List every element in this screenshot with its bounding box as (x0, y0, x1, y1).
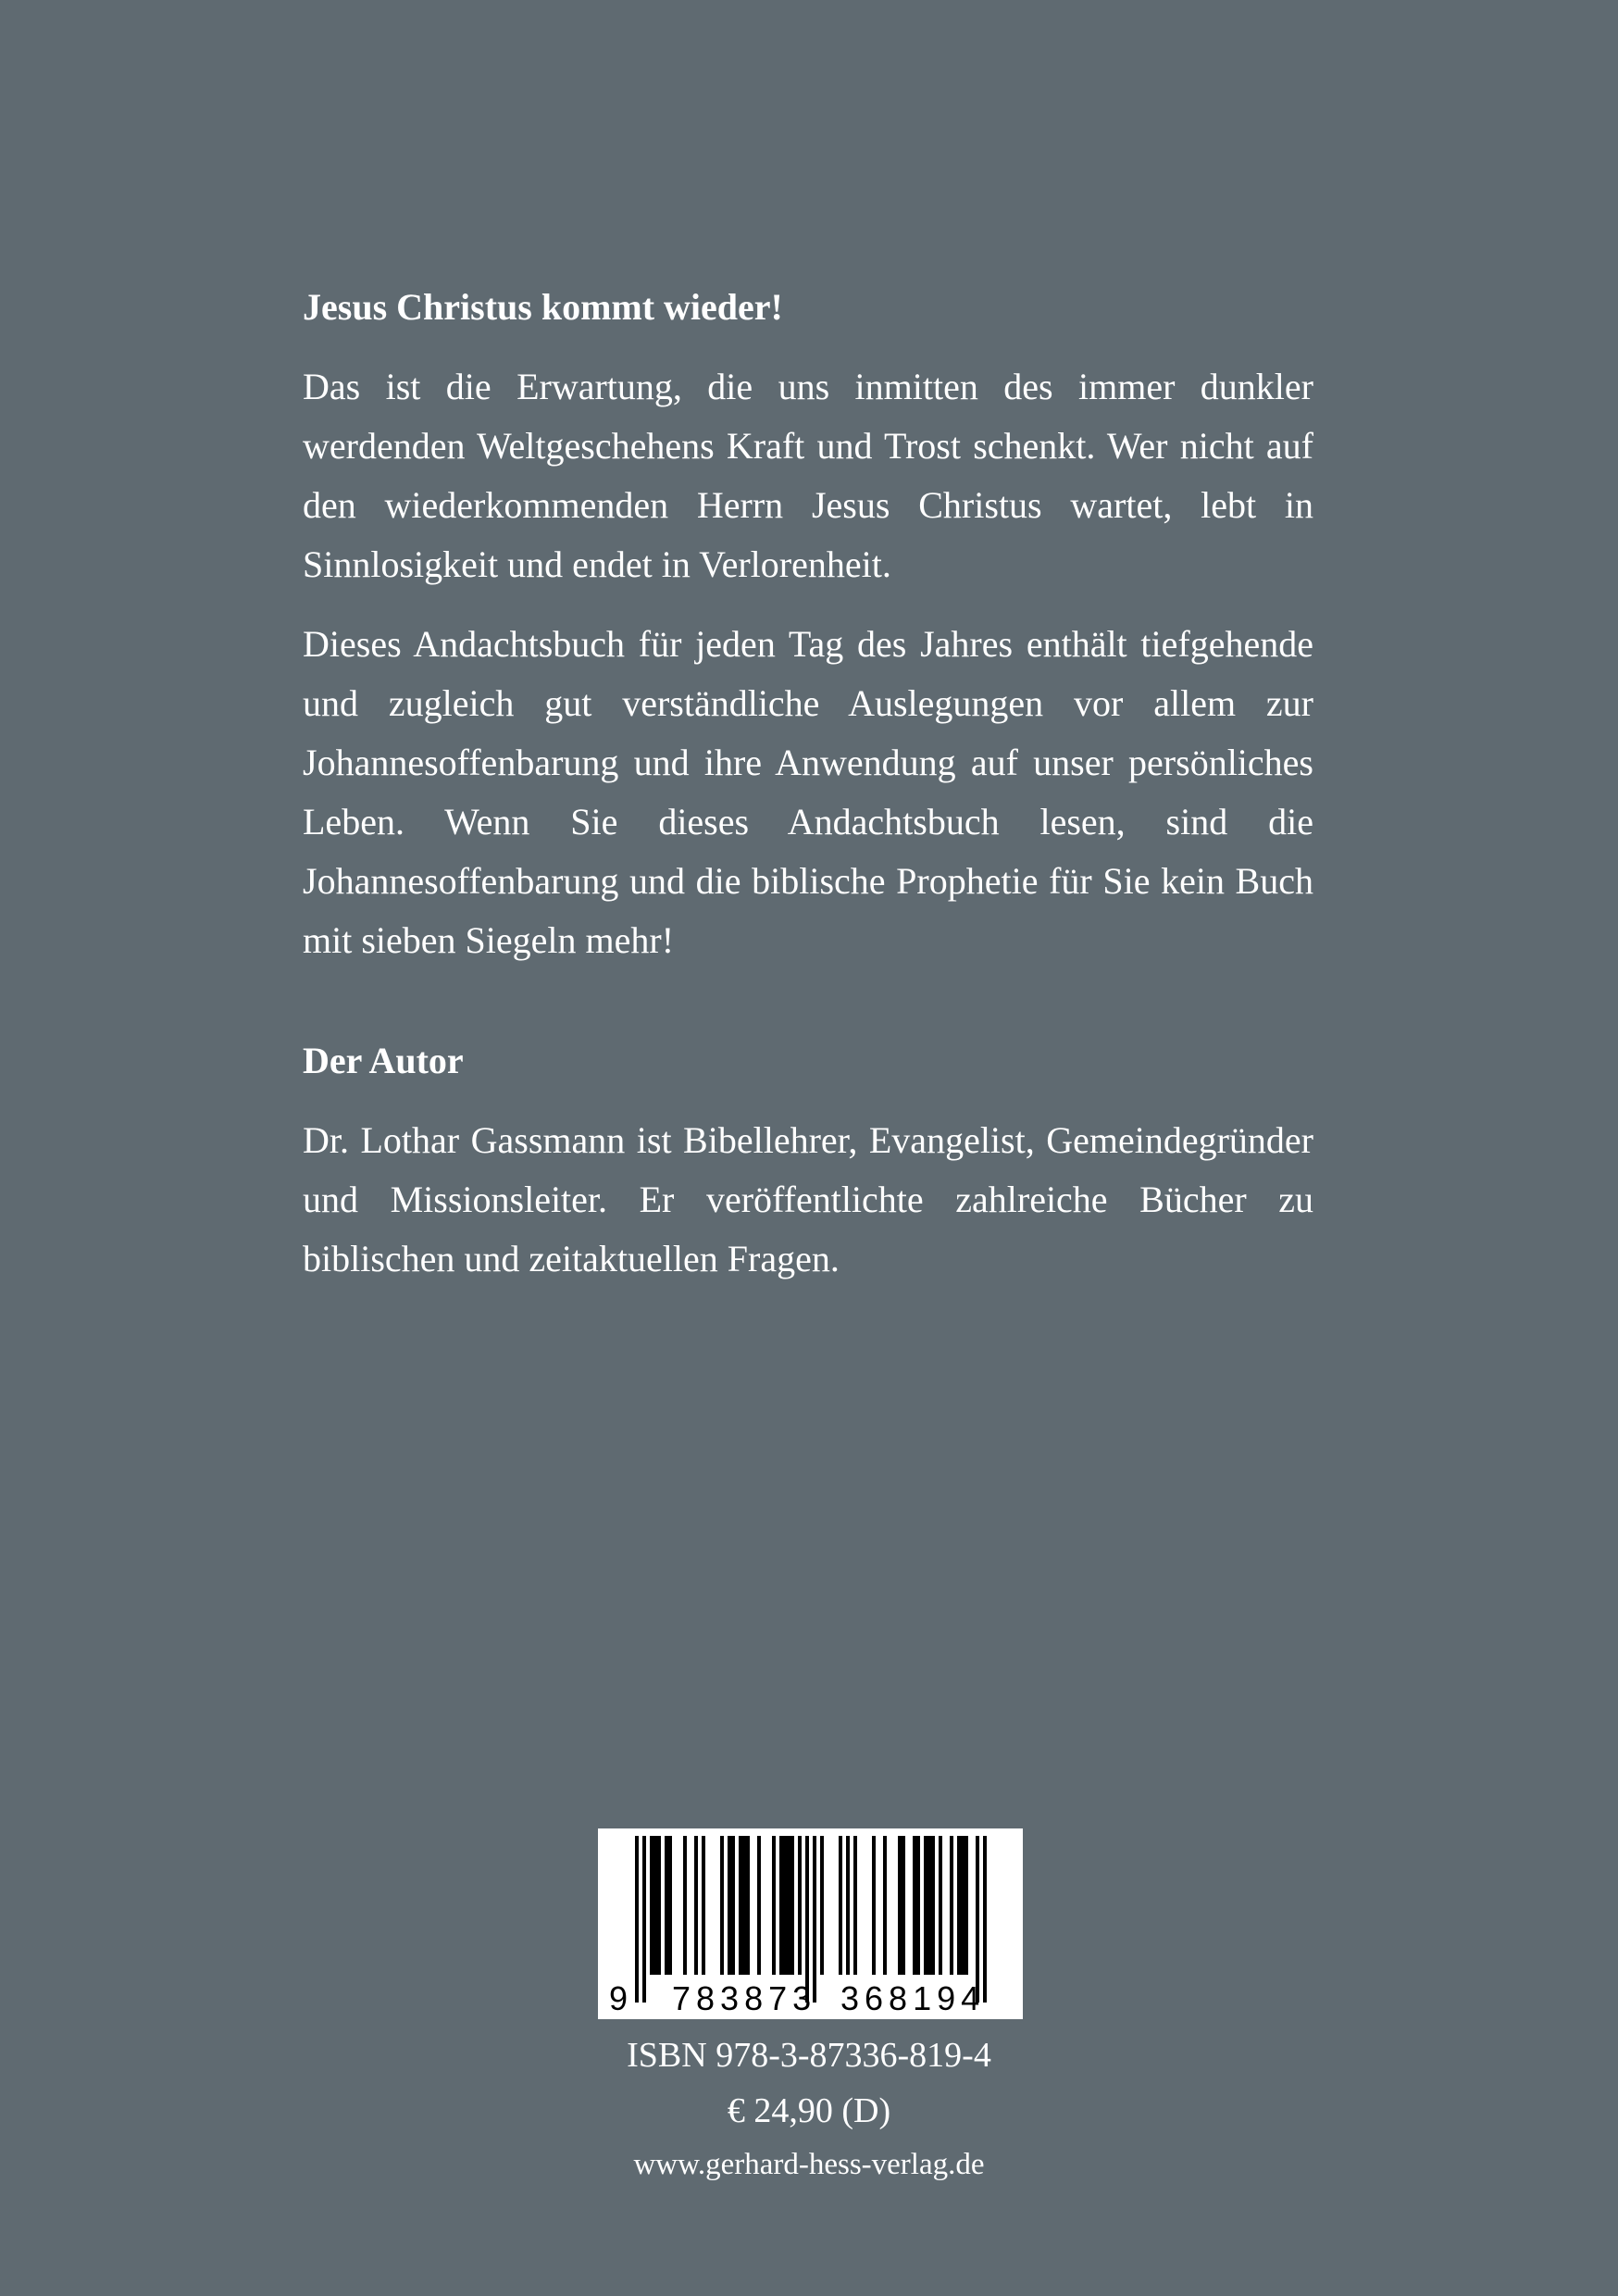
intro-paragraph: Das ist die Erwartung, die uns inmitten des immer dunkler werdenden Weltgeschehens Kraft und Trost schenkt. Wer nicht auf den wiederkommenden Herrn Jesus Christus wartet, lebt in Sinnlosigkeit und endet in Verlorenheit. (303, 366, 1313, 585)
barcode-bar (668, 1836, 672, 1975)
isbn-barcode (598, 1828, 1023, 2019)
barcode-bar (728, 1836, 731, 1975)
section-spacer (303, 991, 1313, 1031)
barcode-bar (683, 1836, 687, 1975)
barcode-bar (916, 1836, 920, 1975)
barcode-bar (798, 1836, 802, 1975)
barcode-bar (898, 1836, 902, 1975)
description-paragraph: Dieses Andachtsbuch für jeden Tag des Jahres enthält tiefgehende und zugleich gut verständliche Auslegungen vor allem zur Johannesoffenbarung und ihre Anwendung auf unser persönliches Leben. Wenn Sie dieses Andachtsbuch lesen, sind die Johannesoffenbarung und die biblische Prophetie für Sie kein Buch mit sieben Siegeln mehr! (303, 623, 1313, 961)
barcode-bar (902, 1836, 905, 1975)
barcode-bar (694, 1836, 698, 1975)
barcode-bar (665, 1836, 668, 1975)
publisher-website: www.gerhard-hess-verlag.de (633, 2148, 985, 2181)
barcode-bar (731, 1836, 735, 1975)
barcode-guard-bar (983, 1836, 987, 2003)
main-heading: Jesus Christus kommt wieder! (303, 286, 783, 328)
barcode-bar (657, 1836, 661, 1975)
barcode-guard-bar (813, 1836, 816, 2003)
author-paragraph: Dr. Lothar Gassmann ist Bibellehrer, Evangelist, Gemeindegründer und Missionsleiter. Er veröffentlichte zahlreiche Bücher zu biblischen und zeitaktuellen Fragen. (303, 1119, 1313, 1279)
barcode-guard-bar (805, 1836, 809, 2003)
barcode-bar (702, 1836, 705, 1975)
author-heading: Der Autor (303, 1040, 464, 1081)
barcode-bar (739, 1836, 742, 1975)
barcode-bar (757, 1836, 761, 1975)
barcode-bar (927, 1836, 931, 1975)
barcode-bar (746, 1836, 750, 1975)
back-cover-text (303, 278, 1313, 1309)
barcode-guard-bar (635, 1836, 639, 2003)
barcode-bar (939, 1836, 942, 1975)
barcode-bar (924, 1836, 927, 1975)
barcode-right-digits: 368194 (840, 1979, 986, 2017)
barcode-bar (839, 1836, 842, 1975)
barcode-bar (883, 1836, 887, 1975)
barcode-bar (820, 1836, 824, 1975)
barcode-bar (846, 1836, 850, 1975)
barcode-bar (742, 1836, 746, 1975)
barcode-bar (853, 1836, 857, 1975)
barcode-guard-bar (642, 1836, 646, 2003)
barcode-bar (653, 1836, 657, 1975)
barcode-bar (872, 1836, 876, 1975)
barcode-bar (772, 1836, 776, 1975)
barcode-bar (783, 1836, 787, 1975)
barcode-bar (965, 1836, 968, 1975)
price: € 24,90 (D) (727, 2091, 891, 2130)
barcode-bar (913, 1836, 916, 1975)
isbn-number: ISBN 978-3-87336-819-4 (627, 2036, 991, 2075)
barcode-bar (650, 1836, 653, 1975)
barcode-bar (961, 1836, 965, 1975)
barcode-bar (931, 1836, 935, 1975)
barcode-left-digits: 783873 (672, 1979, 817, 2017)
barcode-bar (790, 1836, 794, 1975)
barcode-guard-bar (976, 1836, 979, 2003)
barcode-bar (779, 1836, 783, 1975)
barcode-bar (787, 1836, 790, 1975)
barcode-first-digit: 9 (609, 1979, 629, 2017)
barcode-bar (957, 1836, 961, 1975)
barcode-bar (950, 1836, 953, 1975)
barcode-bar (720, 1836, 724, 1975)
